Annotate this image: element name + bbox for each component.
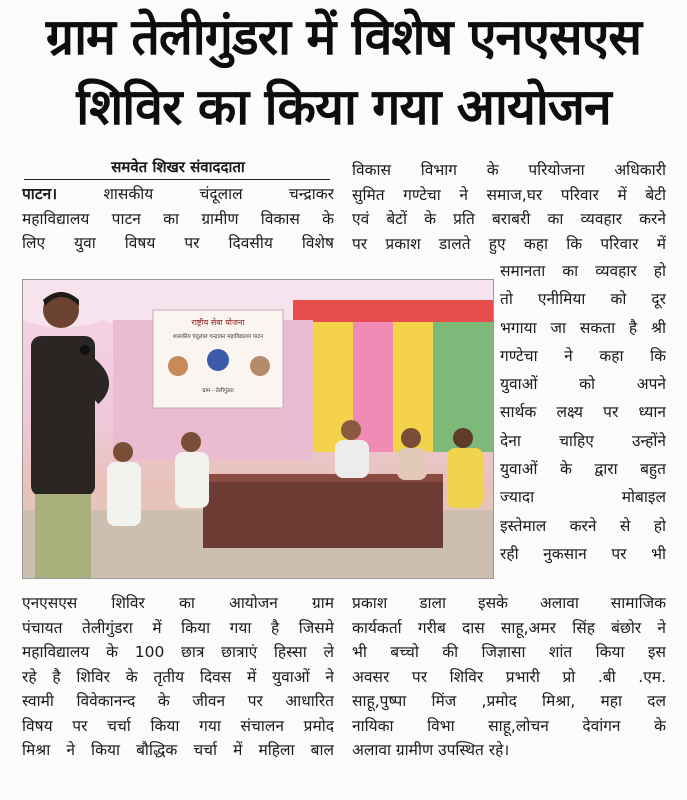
stage-table [203, 478, 443, 548]
right-side-column [500, 257, 666, 568]
guest-body [335, 440, 369, 478]
banner-line-2: शासकीय चंदूलाल चन्द्राकर महाविद्यालय पाटन [172, 334, 264, 340]
text-line: रही नुकसान पर भी [500, 544, 666, 563]
text-line: एवं बेटों के प्रति बराबरी का व्यवहार करने [352, 210, 666, 228]
byline-rule [24, 179, 330, 180]
headline-line-2: शिविर का किया गया आयोजन [76, 78, 611, 136]
event-photo [22, 279, 494, 579]
right-column-top [352, 158, 666, 256]
guest-head [341, 420, 361, 440]
guest-body [175, 452, 209, 508]
nss-logo-icon [207, 349, 229, 371]
text-line: अलावा ग्रामीण उपस्थित रहे। [352, 741, 510, 759]
text-line: कार्यकर्ता गरीब दास साहू,अमर सिंह बंछोर ने [352, 618, 666, 637]
portrait-right [250, 356, 270, 376]
text-line: पंचायत तेलीगुंडरा में किया गया है जिसमे [22, 618, 334, 637]
text-line [22, 182, 334, 207]
text-line: देना चाहिए उन्होंने [500, 431, 666, 450]
text-line-rest: शासकीय चंदूलाल चन्द्राकर [57, 185, 334, 203]
guest-head [401, 428, 421, 448]
text-line: नायिका विभा साहू,लोचन देवांगन के [352, 716, 666, 735]
guest-body [397, 448, 427, 480]
text-line: स्वामी विवेकानन्द के जीवन पर आधारित [22, 692, 334, 710]
text-line: ज्यादा मोबाइल [500, 488, 666, 507]
guest-head [181, 432, 201, 452]
banner-line-3: ग्राम - तेलीगुंडरा [202, 388, 234, 394]
text-line: गण्टेचा ने कहा कि [500, 346, 666, 365]
text-line: साहू,पुष्पा मिंज ,प्रमोद मिश्रा, महा दल [352, 692, 666, 710]
text-line: पर प्रकाश डालते हुए कहा कि परिवार में [352, 234, 666, 253]
text-line: समानता का व्यवहार हो [500, 262, 666, 280]
text-line: रहे है शिविर के तृतीय दिवस में युवाओं ने [22, 667, 334, 686]
text-line: सार्थक लक्ष्य पर ध्यान [500, 403, 666, 422]
headline-line-1: ग्राम तेलीगुंडरा में विशेष एनएसएस [45, 8, 642, 66]
text-line: तो एनीमिया को दूर [500, 290, 666, 309]
text-line: प्रकाश डाला इसके अलावा सामाजिक [352, 594, 666, 612]
text-line: मिश्रा ने किया बौद्धिक चर्चा में महिला बाल [22, 741, 334, 759]
guest-head [453, 428, 473, 448]
text-line: विषय पर चर्चा किया गया संचालन प्रमोद [22, 716, 334, 735]
text-line: लिए युवा विषय पर दिवसीय विशेष [22, 234, 334, 252]
right-column-bottom [352, 591, 666, 763]
text-line: विकास विभाग के परियोजना अधिकारी [352, 161, 666, 179]
event-photo-drawing [23, 280, 493, 578]
guest-head [113, 442, 133, 462]
tent-valance [293, 300, 493, 322]
left-column-bottom [22, 591, 334, 763]
byline: समवेत शिखर संवाददाता [111, 158, 245, 176]
text-line: महाविद्यालय पाटन का ग्रामीण विकास के [22, 209, 334, 228]
dateline: पाटन। [22, 185, 58, 203]
guest-body [447, 448, 483, 508]
text-line: इस्तेमाल करने से हो [500, 516, 666, 535]
speaker-trousers [35, 494, 91, 578]
text-line: अवसर पर शिविर प्रभारी प्रो .बी .एम. [352, 667, 666, 686]
portrait-left [168, 356, 188, 376]
text-line: युवाओं के द्वारा बहुत [500, 460, 666, 479]
text-line: महाविद्यालय के 100 छात्र छात्राएं हिस्सा ले [22, 643, 334, 661]
text-line: भगाया जा सकता है श्री [500, 318, 666, 337]
left-column-top [22, 182, 334, 256]
text-line: भी बच्चो की जिज्ञासा शांत किया इस [352, 643, 666, 661]
banner-line-1: राष्ट्रीय सेवा योजना [191, 318, 245, 327]
microphone-icon [80, 345, 90, 355]
text-line: एनएसएस शिविर का आयोजन ग्राम [22, 594, 334, 612]
text-line: युवाओं को अपने [500, 375, 666, 394]
guest-body [107, 462, 141, 526]
text-line: सुमित गण्टेचा ने समाज,घर परिवार में बेटी [352, 185, 666, 204]
